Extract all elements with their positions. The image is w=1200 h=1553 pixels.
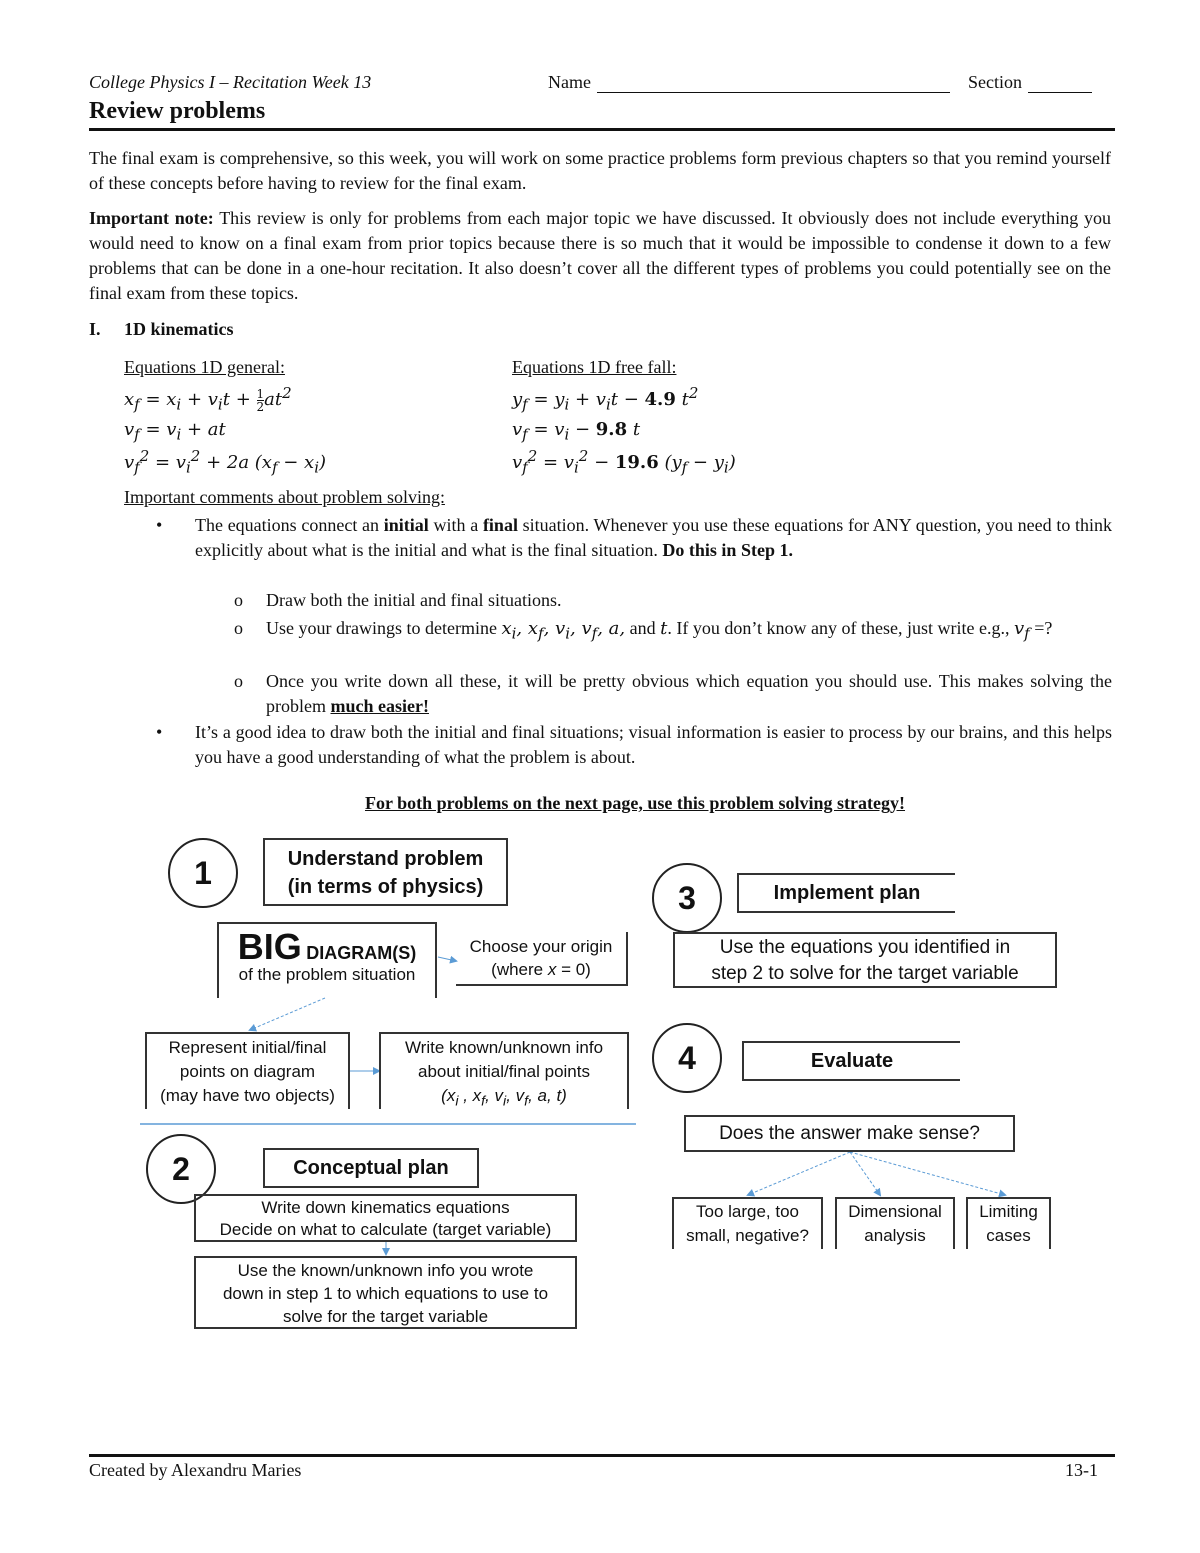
list-item: • It’s a good idea to draw both the initial and final situations; visual information is easier to process by our brains, and this helps you have a good understanding of what the problem is about. bbox=[156, 722, 1112, 767]
arrow-big-to-origin bbox=[438, 957, 456, 961]
list-item: • The equations connect an initial with a final situation. Whenever you use these equations for ANY question, you need to think explicitly about what is the initial and what is the final situation. Do this in Step 1. bbox=[156, 515, 1113, 560]
use-known-info-box: Use the known/unknown info you wrote down in step 1 to which equations to use to solve for the target variable bbox=[194, 1256, 577, 1329]
sub-bullet-mark: o bbox=[234, 590, 243, 610]
step-3-circle: 3 bbox=[652, 863, 722, 933]
check-magnitude-box: Too large, too small, negative? bbox=[672, 1197, 823, 1249]
bullet-dot: • bbox=[156, 515, 163, 535]
general-equations-label: Equations 1D general: bbox=[124, 357, 285, 377]
intro-paragraph: The final exam is comprehensive, so this week, you will work on some practice problems form previous chapters so that you remind yourself of these concepts before having to review for the final exam. bbox=[89, 148, 1111, 193]
known-variables: ($x_i$ , $x_f$, $v_i$, $v_f$, a, t) bbox=[441, 1086, 567, 1110]
known-unknown-box: Write known/unknown info about initial/final points ($x_i$ , $x_f$, $v_i$, $v_f$, a, t) bbox=[379, 1032, 629, 1109]
equation-position-freefall: $y_f = y_i + v_it - 4.9$ $t^2$ bbox=[512, 384, 699, 414]
variable-list: $x_i$, $x_f$, $v_i$, $v_f$, a, bbox=[501, 618, 626, 643]
strategy-heading: For both problems on the next page, use this problem solving strategy! bbox=[364, 793, 906, 813]
step-2-circle: 2 bbox=[146, 1134, 216, 1204]
equation-timeless-general: $v_f^2 = v_i^2 + 2a$ $(x_f - x_i)$ bbox=[124, 447, 327, 477]
evaluate-box: Evaluate bbox=[742, 1041, 960, 1081]
equation-position-general: $x_f = x_i + v_it$ + $\frac{1}{2}$ $at^2$ bbox=[124, 384, 292, 414]
list-item: o Once you write down all these, it will be pretty obvious which equation you should use. This makes solving the problem much easier! bbox=[234, 671, 1112, 716]
course-title: College Physics I – Recitation Week 13 bbox=[89, 72, 372, 92]
note-label: Important note: bbox=[89, 208, 214, 228]
dimensional-analysis-box: Dimensional analysis bbox=[835, 1197, 955, 1249]
does-answer-make-sense-box: Does the answer make sense? bbox=[684, 1115, 1015, 1152]
footer-author: Created by Alexandru Maries bbox=[89, 1460, 302, 1480]
name-label: Name bbox=[548, 72, 591, 92]
list-item: o Use your drawings to determine $x_i$, $x_f$, $v_i$, $v_f$, a, and t. If you don’t know any of these, just write e.g., $v_f$ =? bbox=[234, 614, 1112, 648]
step-1-circle: 1 bbox=[168, 838, 238, 908]
section-label: Section bbox=[968, 72, 1022, 92]
equation-timeless-freefall: $v_f^2 = v_i^2 - 19.6$ $(y_f - y_i)$ bbox=[512, 447, 736, 477]
comments-label: Important comments about problem solving: bbox=[124, 487, 445, 507]
sub-bullet-mark: o bbox=[234, 671, 243, 691]
big-diagram-box: BIG DIAGRAM(S) of the problem situation bbox=[217, 922, 437, 998]
arrow-sense-to-c2 bbox=[850, 1152, 880, 1195]
use-equations-box: Use the equations you identified in step 2 to solve for the target variable bbox=[673, 932, 1057, 988]
list-item: o Draw both the initial and final situations. bbox=[234, 588, 1112, 613]
write-equations-box: Write down kinematics equations Decide on what to calculate (target variable) bbox=[194, 1194, 577, 1242]
implement-plan-box: Implement plan bbox=[737, 873, 955, 913]
footer-rule bbox=[89, 1454, 1115, 1457]
limiting-cases-box: Limiting cases bbox=[966, 1197, 1051, 1249]
note-text: This review is only for problems from each major topic we have discussed. It obviously does not include everything you would need to know on a final exam from prior topics because there is so much that it would be impossible to condense it down to a few problems that can be done in a one-hour recitation. It also doesn’t cover all the different types of problems you could potentially see on the final exam from these topics. bbox=[89, 208, 1111, 303]
understand-problem-box: Understand problem (in terms of physics) bbox=[263, 838, 508, 906]
represent-points-box: Represent initial/final points on diagram (may have two objects) bbox=[145, 1032, 350, 1109]
page-number: 13-1 bbox=[1065, 1460, 1098, 1480]
sub-bullet-mark: o bbox=[234, 618, 243, 638]
equation-velocity-freefall: $v_f = v_i - 9.8$ t bbox=[512, 419, 641, 444]
arrow-sense-to-c1 bbox=[748, 1152, 850, 1195]
step-4-circle: 4 bbox=[652, 1023, 722, 1093]
conceptual-plan-box: Conceptual plan bbox=[263, 1148, 479, 1188]
bullet-dot: • bbox=[156, 722, 163, 742]
section-title: 1D kinematics bbox=[124, 319, 234, 339]
arrow-sense-to-c3 bbox=[850, 1152, 1005, 1195]
choose-origin-box: Choose your origin (where x = 0) bbox=[456, 932, 628, 986]
equation-velocity-general: $v_f = v_i$ + at bbox=[124, 419, 226, 444]
page-title: Review problems bbox=[89, 98, 266, 124]
section-numeral: I. bbox=[89, 319, 101, 339]
arrow-big-to-represent bbox=[250, 998, 325, 1030]
freefall-equations-label: Equations 1D free fall: bbox=[512, 357, 677, 377]
